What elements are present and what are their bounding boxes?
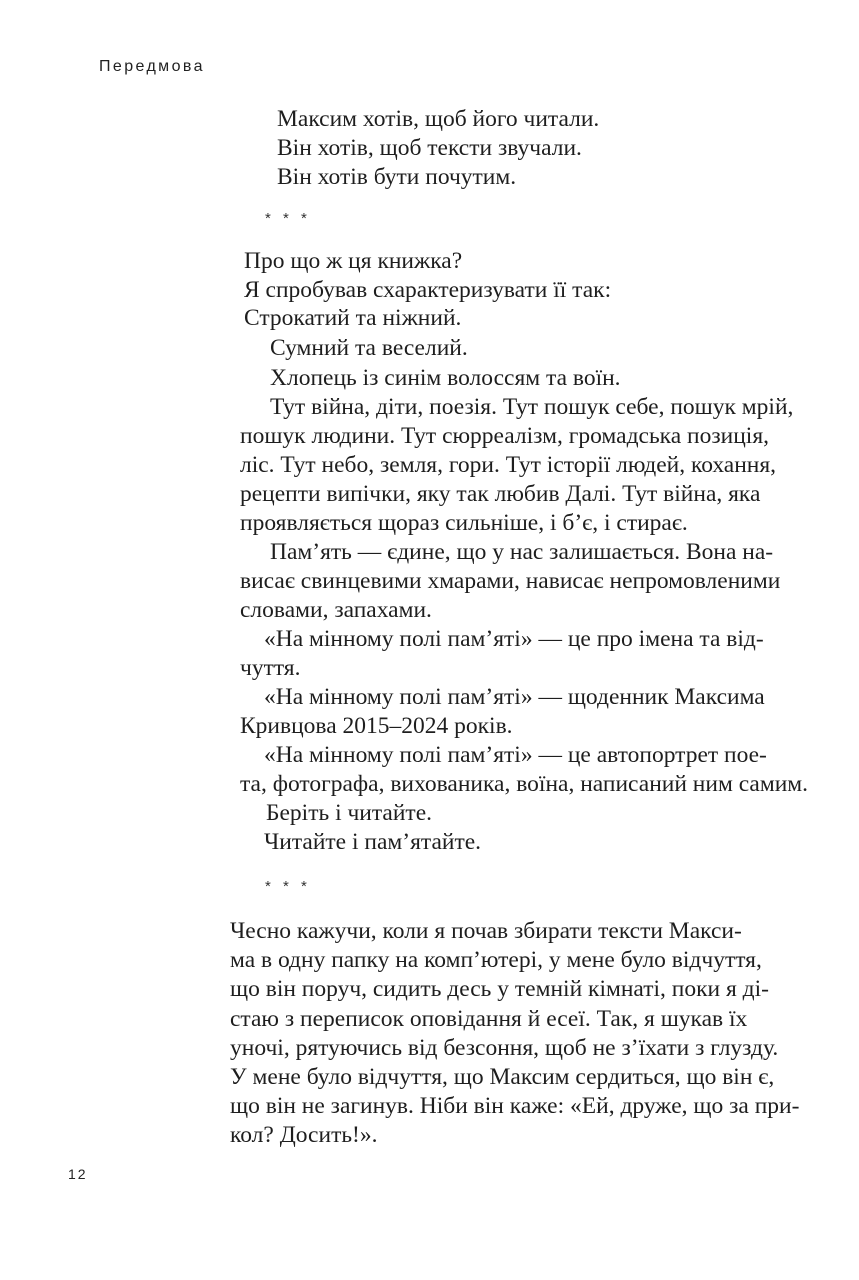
text-line: висає свинцевими хмарами, нависає непромовленими: [240, 568, 781, 594]
text-line: уночі, рятуючись від безсоння, щоб не з’їхати з глузду.: [230, 1035, 779, 1061]
text-line: стаю з переписок оповідання й есеї. Так, я шукав їх: [230, 1006, 748, 1032]
poem-line: Максим хотів, щоб його читали.: [277, 106, 600, 132]
section-separator: * * *: [265, 210, 311, 227]
section-separator: * * *: [265, 878, 311, 895]
text-line: У мене було відчуття, що Максим сердиться, що він є,: [230, 1064, 775, 1090]
page-number: 12: [68, 1166, 88, 1182]
text-line: «На мінному полі пам’яті» — щоденник Максима: [264, 684, 765, 710]
text-line: проявляється щораз сильніше, і б’є, і стирає.: [240, 510, 688, 536]
text-line: Беріть і читайте.: [266, 800, 433, 826]
text-line: Пам’ять — єдине, що у нас залишається. Вона на-: [270, 539, 774, 565]
text-line: рецепти випічки, яку так любив Далі. Тут війна, яка: [240, 481, 761, 507]
text-line: ма в одну папку на комп’ютері, у мене було відчуття,: [230, 947, 762, 973]
text-line: кол? Досить!».: [230, 1122, 378, 1148]
text-line: Читайте і пам’ятайте.: [264, 829, 482, 855]
text-line: Чесно кажучи, коли я почав збирати тексти Макси-: [230, 918, 742, 944]
text-line: Тут війна, діти, поезія. Тут пошук себе, пошук мрій,: [270, 394, 794, 420]
text-line: чуття.: [240, 655, 301, 681]
running-header: Передмова: [99, 58, 205, 75]
text-line: ліс. Тут небо, земля, гори. Тут історії людей, кохання,: [240, 452, 777, 478]
text-line: Хлопець із синім волоссям та воїн.: [270, 365, 621, 391]
text-line: Кривцова 2015–2024 років.: [240, 713, 513, 739]
text-line: що він не загинув. Ніби він каже: «Ей, друже, що за при-: [230, 1093, 800, 1119]
text-line: та, фотографа, вихованика, воїна, написаний ним самим.: [240, 771, 809, 797]
poem-line: Він хотів бути почутим.: [277, 164, 517, 190]
text-line: Строкатий та ніжний.: [244, 305, 462, 331]
text-line: Я спробував схарактеризувати її так:: [244, 277, 612, 303]
text-line: «На мінному полі пам’яті» — це автопортрет пое-: [264, 742, 767, 768]
poem-line: Він хотів, щоб тексти звучали.: [277, 135, 582, 161]
text-line: Про що ж ця книжка?: [244, 248, 463, 274]
text-line: пошук людини. Тут сюрреалізм, громадська позиція,: [240, 423, 770, 449]
text-line: словами, запахами.: [240, 597, 432, 623]
text-line: що він поруч, сидить десь у темній кімнаті, поки я ді-: [230, 976, 769, 1002]
text-line: Сумний та веселий.: [270, 335, 468, 361]
text-line: «На мінному полі пам’яті» — це про імена та від-: [264, 626, 764, 652]
